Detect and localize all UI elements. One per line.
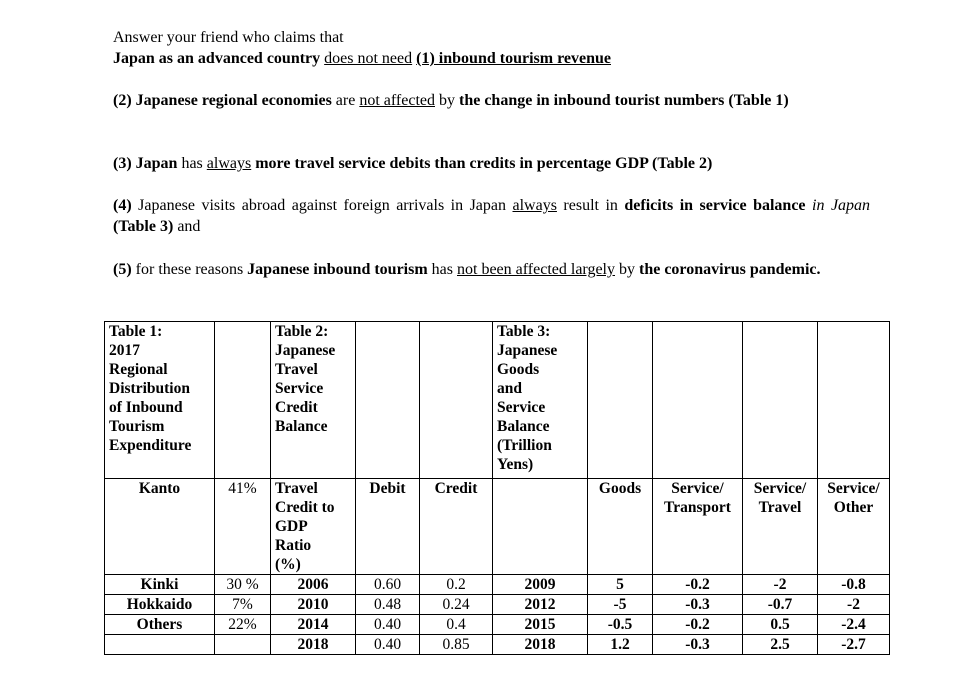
table-row [105,635,890,655]
credit-cell: 0.2 [420,575,493,595]
credit-cell: 0.85 [420,635,493,655]
empty-cell [356,322,420,479]
goods-cell: 5 [588,575,653,595]
empty-cell [493,479,588,575]
credit-cell: 0.4 [420,615,493,635]
table-1-title: Table 1: 2017 Regional Distribution of Inbound Tourism Expenditure [105,322,215,479]
empty-cell [588,322,653,479]
claim-2-object: the change in inbound tourist numbers (Table 1) [459,92,789,109]
table-header-row [105,479,890,575]
travel-cell: 0.5 [743,615,818,635]
travel-cell: -0.7 [743,595,818,615]
debit-cell: 0.48 [356,595,420,615]
share-cell: 7% [215,595,271,615]
service-other-header: Service/ Other [818,479,890,575]
region-cell: Kanto [105,479,215,575]
claim-5-subject: Japanese inbound tourism [247,261,428,278]
claim-5-object: the coronavirus pandemic. [639,261,821,278]
claim-4-and: and [177,218,201,235]
claim-4-subject: Japanese visits abroad against foreign arrivals in Japan [138,197,507,214]
credit-header: Credit [420,479,493,575]
year-cell: 2015 [493,615,588,635]
claim-4-in-japan: in Japan [812,197,871,214]
debit-header: Debit [356,479,420,575]
claim-5-by: by [619,261,635,278]
claim-3-object: more travel service debits than credits in percentage GDP (Table 2) [255,155,713,172]
table-row [105,595,890,615]
claim-5-number: (5) [113,261,132,278]
year-cell: 2006 [271,575,356,595]
empty-cell [420,322,493,479]
goods-cell: -5 [588,595,653,615]
service-transport-header: Service/ Transport [653,479,743,575]
table-3-title: Table 3: Japanese Goods and Service Balance (Trillion Yens) [493,322,588,479]
debit-cell: 0.40 [356,635,420,655]
year-cell: 2014 [271,615,356,635]
table-title-row [105,322,890,479]
claim-5-reasons: for these reasons [135,261,244,278]
transport-cell: -0.2 [653,615,743,635]
transport-cell: -0.3 [653,595,743,615]
year-cell: 2012 [493,595,588,615]
ratio-header: Travel Credit to GDP Ratio (%) [271,479,356,575]
travel-cell: 2.5 [743,635,818,655]
claim-3-has: has [181,155,203,172]
claim-5-not-affected: not been affected largely [457,261,615,278]
travel-cell: -2 [743,575,818,595]
year-cell: 2010 [271,595,356,615]
claim-object: (1) inbound tourism revenue [416,50,611,67]
claim-subject: Japan as an advanced country [113,50,321,67]
claim-2-by: by [439,92,455,109]
transport-cell: -0.3 [653,635,743,655]
empty-cell [743,322,818,479]
debit-cell: 0.60 [356,575,420,595]
claim-3-subject: (3) Japan [113,155,178,172]
region-cell: Kinki [105,575,215,595]
goods-cell: -0.5 [588,615,653,635]
claim-2-are: are [335,92,356,109]
region-cell: Hokkaido [105,595,215,615]
claim-2-not-affected: not affected [359,92,435,109]
claim-4-paragraph [113,195,870,237]
claim-5-paragraph [113,259,870,280]
claim-4-number: (4) [113,197,132,214]
empty-cell [818,322,890,479]
year-cell: 2018 [493,635,588,655]
claim-3-always: always [206,155,252,172]
other-cell: -0.8 [818,575,890,595]
claim-4-table-ref: (Table 3) [113,218,174,235]
share-cell: 30 % [215,575,271,595]
table-row [105,615,890,635]
region-cell [105,635,215,655]
claim-5-has: has [431,261,453,278]
claim-2-subject: (2) Japanese regional economies [113,92,332,109]
share-cell [215,635,271,655]
goods-cell: 1.2 [588,635,653,655]
claim-verb: does not need [324,50,413,67]
claim-2-paragraph [113,90,870,111]
region-cell: Others [105,615,215,635]
other-cell: -2 [818,595,890,615]
claim-4-always: always [512,197,557,214]
share-cell: 22% [215,615,271,635]
credit-cell: 0.24 [420,595,493,615]
goods-header: Goods [588,479,653,575]
table-row [105,575,890,595]
debit-cell: 0.40 [356,615,420,635]
claim-4-result-in: result in [563,197,618,214]
claim-3-paragraph [113,153,870,174]
empty-cell [215,322,271,479]
table-2-title: Table 2: Japanese Travel Service Credit Balance [271,322,356,479]
intro-paragraph [113,27,870,69]
claim-4-object: deficits in service balance [624,197,806,214]
share-cell: 41% [215,479,271,575]
empty-cell [653,322,743,479]
year-cell: 2018 [271,635,356,655]
intro-line: Answer your friend who claims that [113,29,344,46]
transport-cell: -0.2 [653,575,743,595]
service-travel-header: Service/ Travel [743,479,818,575]
other-cell: -2.4 [818,615,890,635]
other-cell: -2.7 [818,635,890,655]
data-table [104,321,890,655]
year-cell: 2009 [493,575,588,595]
